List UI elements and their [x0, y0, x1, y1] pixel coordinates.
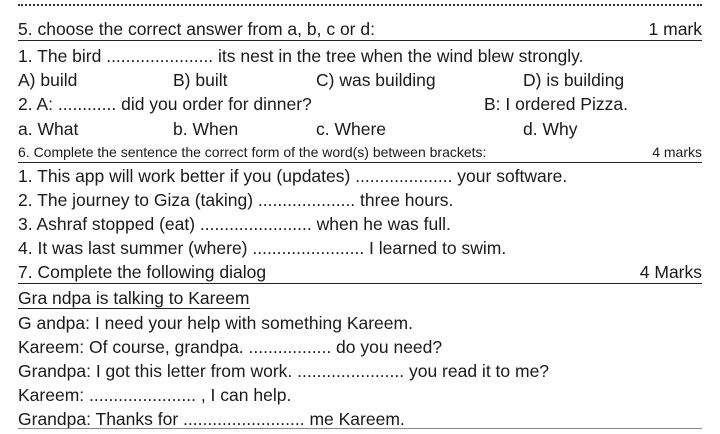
section5-marks: 1 mark: [648, 19, 702, 39]
question-1-text: 1. The bird ...................... its nest in the tree when the wind blew strongly.: [18, 46, 584, 66]
section6-item-2: 2. The journey to Giza (taking) .................... three hours.: [18, 190, 454, 210]
q1-option-b: B) built: [173, 70, 228, 90]
dialog-line-4: Kareem: ...................... , I can help.: [18, 385, 292, 405]
section5-header: [18, 18, 702, 41]
section7-title: 7. Complete the following dialog: [18, 262, 267, 282]
bottom-divider: [18, 428, 702, 429]
top-dotted-divider: [18, 4, 702, 6]
section7-marks: 4 Marks: [639, 262, 702, 282]
section7-subtitle: Gra ndpa is talking to Kareem: [18, 288, 250, 308]
section6-header: [18, 143, 702, 163]
section5-title: 5. choose the correct answer from a, b, c or d:: [18, 19, 375, 39]
section6-item-3: 3. Ashraf stopped (eat) ....................... when he was full.: [18, 214, 451, 234]
section6-item-1: 1. This app will work better if you (updates) .................... your software.: [18, 166, 568, 186]
dialog-line-1: G andpa: I need your help with something Kareem.: [18, 313, 413, 333]
q1-option-c: C) was building: [316, 70, 436, 90]
q2-option-d: d. Why: [523, 119, 578, 139]
q2-option-c: c. Where: [316, 119, 387, 139]
q1-option-d: D) is building: [523, 70, 625, 90]
q1-option-a: A) build: [18, 70, 78, 90]
question-2-text: 2. A: ............ did you order for dinner?: [18, 94, 312, 114]
dialog-line-3: Grandpa: I got this letter from work. ...................... you read it to me?: [18, 361, 550, 381]
section6-marks: 4 marks: [652, 144, 702, 160]
q2-option-b: b. When: [173, 119, 239, 139]
section6-item-4: 4. It was last summer (where) ....................... I learned to swim.: [18, 238, 507, 258]
dialog-line-2: Kareem: Of course, grandpa. ................. do you need?: [18, 337, 443, 357]
section7-header: [18, 261, 702, 284]
question-2-answer: B: I ordered Pizza.: [484, 94, 628, 114]
question-2-row: [18, 93, 702, 115]
section7-subtitle-row: [18, 287, 702, 309]
section6-title: 6. Complete the sentence the correct form of the word(s) between brackets:: [18, 144, 487, 160]
dialog-line-5: Grandpa: Thanks for ......................... me Kareem.: [18, 409, 405, 429]
q2-option-a: a. What: [18, 119, 79, 139]
